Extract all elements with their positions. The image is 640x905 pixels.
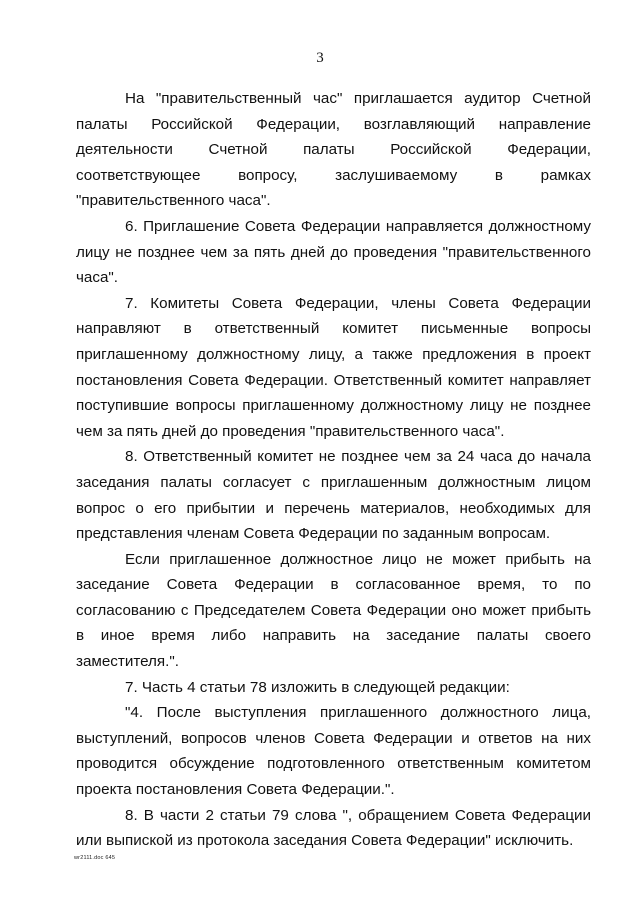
paragraph-auditor: На "правительственный час" приглашается аудитор Счетной палаты Российской Федерации, возглавляющий направление деятельности Счетной палаты Российской Федерации, соответствующее вопросу, заслушиваемому в рамках "правительственного часа". [76,90,591,210]
paragraph-amendment-7: 7. Часть 4 статьи 78 изложить в следующей редакции: [125,678,510,696]
paragraph-item-7: 7. Комитеты Совета Федерации, члены Совета Федерации направляют в ответственный комитет письменные вопросы приглашенному должностному лицу, а также предложения в проект постановления Совета Федерации. Ответственный комитет направляет поступившие вопросы приглашенному должностному лицу не позднее чем за пять дней до проведения "правительственного часа". [76,294,591,440]
page-number: 3 [316,50,324,66]
paragraph-alternate-arrival: Если приглашенное должностное лицо не может прибыть на заседание Совета Федерации в согласованное время, то по согласованию с Председателем Совета Федерации оно может прибыть в иное время либо направить на заседание палаты своего заместителя.". [76,550,591,671]
paragraph-item-6: 6. Приглашение Совета Федерации направляется должностному лицу не позднее чем за пять дней до проведения "правительственного часа". [76,217,591,287]
document-body [76,86,591,854]
paragraph-amendment-8: 8. В части 2 статьи 79 слова ", обращением Совета Федерации или выпиской из протокола заседания Совета Федерации" исключить. [76,806,591,850]
paragraph-part-4-text: "4. После выступления приглашенного должностного лица, выступлений, вопросов членов Совета Федерации и ответов на них проводится обсуждение подготовленного ответственным комитетом проекта постановления Совета Федерации.". [76,704,591,799]
paragraph-item-8: 8. Ответственный комитет не позднее чем за 24 часа до начала заседания палаты согласует с приглашенным должностным лицом вопрос о его прибытии и перечень материалов, необходимых для представления членам Совета Федерации по заданным вопросам. [76,448,591,543]
file-reference: wr2111.doc 645 [74,855,116,861]
